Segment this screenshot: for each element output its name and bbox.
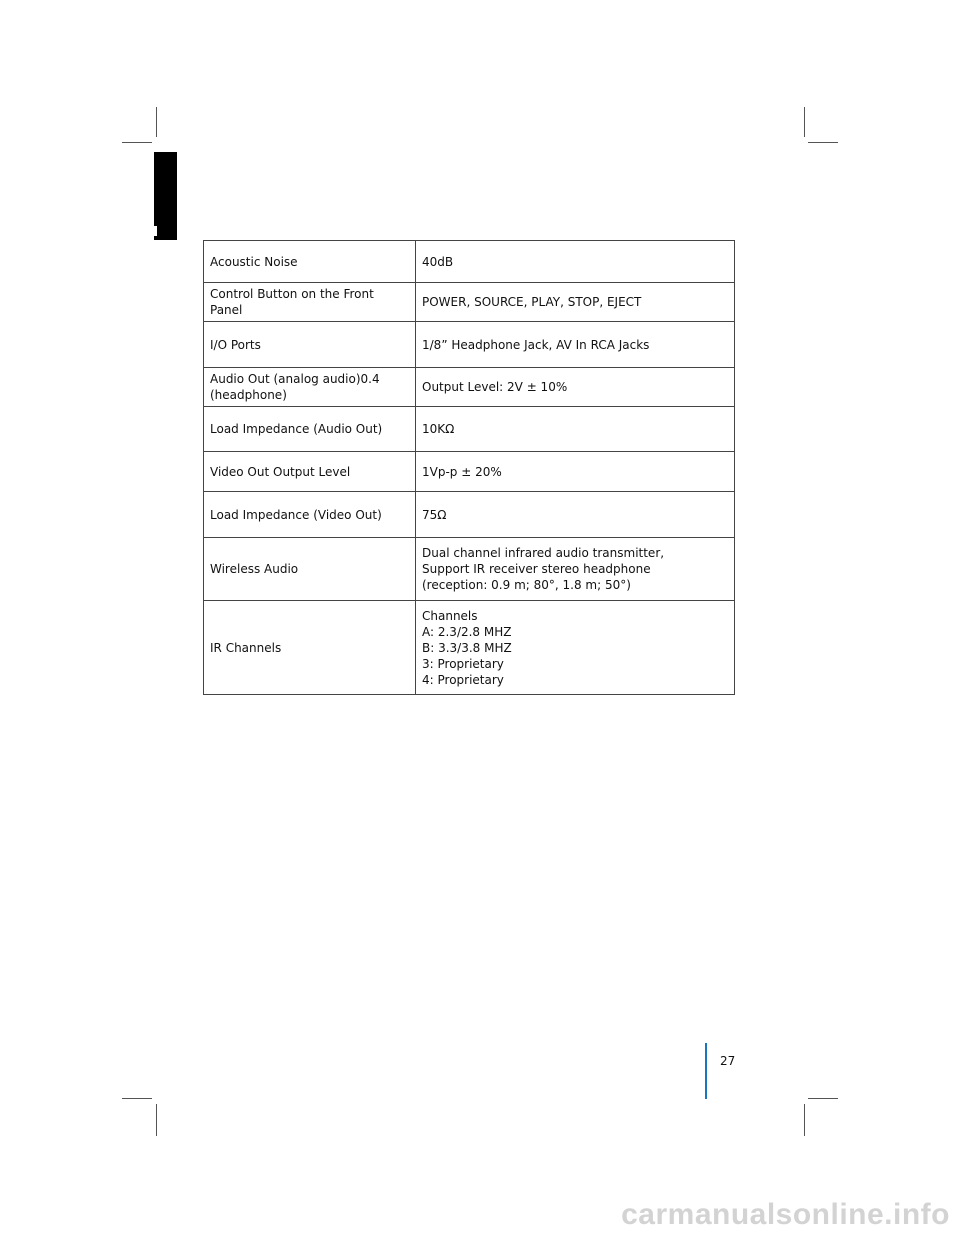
crop-mark-top-left-horizontal (122, 142, 152, 143)
table-row (204, 538, 735, 601)
specifications-table (203, 240, 735, 695)
spec-value: Channels A: 2.3/2.8 MHZ B: 3.3/3.8 MHZ 3: Proprietary 4: Proprietary (416, 601, 735, 695)
spec-label: Control Button on the Front Panel (204, 283, 416, 322)
section-tab (154, 152, 177, 240)
spec-value: 75Ω (416, 492, 735, 538)
spec-value: POWER, SOURCE, PLAY, STOP, EJECT (416, 283, 735, 322)
table-row (204, 601, 735, 695)
section-tab-mark (154, 226, 157, 236)
table-row (204, 407, 735, 452)
spec-label: Audio Out (analog audio)0.4 (headphone) (204, 368, 416, 407)
page-number-accent-bar (705, 1043, 707, 1099)
table-row (204, 368, 735, 407)
spec-value: 10KΩ (416, 407, 735, 452)
watermark-text: carmanualsonline.info (621, 1198, 950, 1231)
spec-label: Video Out Output Level (204, 452, 416, 492)
spec-value: 1Vp-p ± 20% (416, 452, 735, 492)
spec-label: Load Impedance (Audio Out) (204, 407, 416, 452)
spec-value: Dual channel infrared audio transmitter, Support IR receiver stereo headphone (reception: 0.9 m; 80°, 1.8 m; 50°) (416, 538, 735, 601)
crop-mark-bottom-right-vertical (804, 1104, 805, 1136)
page-number: 27 (720, 1054, 736, 1068)
table-row (204, 283, 735, 322)
table-row (204, 492, 735, 538)
spec-label: I/O Ports (204, 322, 416, 368)
crop-mark-bottom-left-vertical (156, 1104, 157, 1136)
spec-label: IR Channels (204, 601, 416, 695)
spec-value: 1/8” Headphone Jack, AV In RCA Jacks (416, 322, 735, 368)
table-row (204, 322, 735, 368)
spec-label: Acoustic Noise (204, 241, 416, 283)
crop-mark-top-left-vertical (156, 107, 157, 137)
spec-label: Wireless Audio (204, 538, 416, 601)
crop-mark-bottom-right-horizontal (808, 1098, 838, 1099)
table-row (204, 241, 735, 283)
crop-mark-bottom-left-horizontal (122, 1098, 152, 1099)
spec-value: Output Level: 2V ± 10% (416, 368, 735, 407)
table-row (204, 452, 735, 492)
spec-label: Load Impedance (Video Out) (204, 492, 416, 538)
crop-mark-top-right-vertical (804, 107, 805, 137)
crop-mark-top-right-horizontal (808, 142, 838, 143)
spec-value: 40dB (416, 241, 735, 283)
